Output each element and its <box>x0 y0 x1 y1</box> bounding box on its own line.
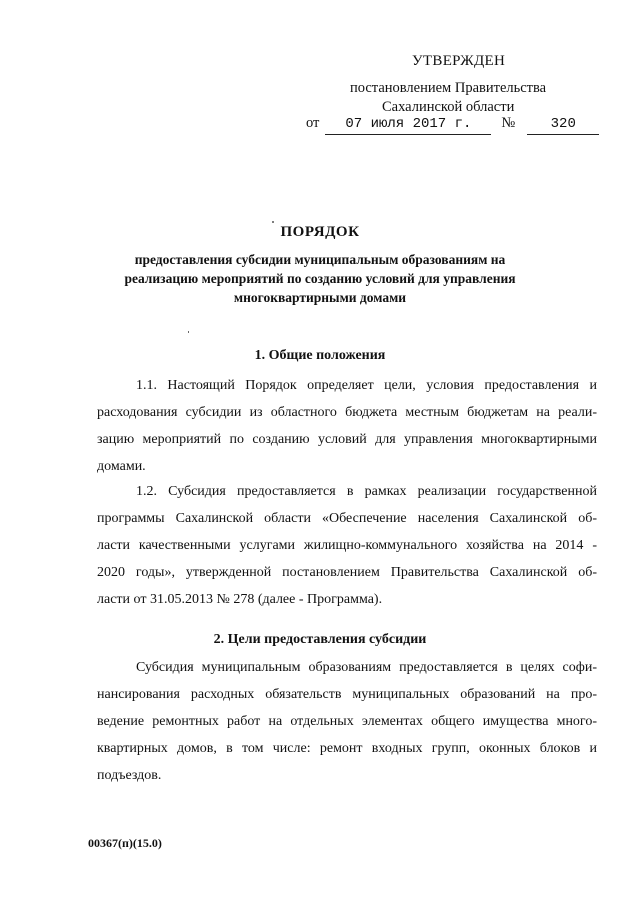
text-line: зацию мероприятий по созданию условий для управления многоквартирными <box>97 432 597 447</box>
text-line: расходования субсидии из областного бюджета местным бюджетам на реали- <box>97 405 597 420</box>
paragraph-1-2 <box>97 478 597 613</box>
scan-speck <box>188 331 189 333</box>
approval-line-1: постановлением Правительства <box>350 80 547 96</box>
section-2-heading: 2. Цели предоставления субсидии <box>213 632 427 647</box>
text-line: 2020 годы», утвержденной постановлением Правительства Сахалинской об- <box>97 565 597 580</box>
paragraph-2 <box>97 654 597 789</box>
approval-date: 07 июля 2017 г. <box>325 115 491 135</box>
text-line: ласти качественными услугами жилищно-коммунального хозяйства на 2014 - <box>97 538 597 553</box>
text-line: Субсидия муниципальным образованиям предоставляется в целях софи- <box>136 660 597 675</box>
text-line: программы Сахалинской области «Обеспечение населения Сахалинской об- <box>97 511 597 526</box>
document-title: ПОРЯДОК <box>280 224 360 240</box>
section-1-heading: 1. Общие положения <box>254 348 386 363</box>
document-code: 00367(п)(15.0) <box>88 836 162 850</box>
number-label: № <box>501 115 516 131</box>
text-line: квартирных домов, в том числе: ремонт входных групп, оконных блоков и <box>97 741 597 756</box>
approval-date-line <box>306 114 606 135</box>
approval-number: 320 <box>527 115 599 135</box>
text-line: ласти от 31.05.2013 № 278 (далее - Программа). <box>97 592 383 607</box>
approval-stamp: УТВЕРЖДЕН <box>412 53 506 69</box>
text-line: ведение ремонтных работ на отдельных элементах общего имущества много- <box>97 714 597 729</box>
subtitle-line: предоставления субсидии муниципальным образованиям на <box>134 252 506 267</box>
text-line: 1.2. Субсидия предоставляется в рамках реализации государственной <box>136 484 597 499</box>
text-line: 1.1. Настоящий Порядок определяет цели, условия предоставления и <box>136 378 597 393</box>
from-label: от <box>306 115 320 131</box>
text-line: домами. <box>97 459 146 474</box>
paragraph-1-1 <box>97 372 597 480</box>
approval-line-2: Сахалинской области <box>382 99 515 115</box>
scan-speck <box>272 221 274 223</box>
subtitle-line: многоквартирными домами <box>233 290 407 305</box>
subtitle-line: реализацию мероприятий по созданию условий для управления <box>124 271 516 286</box>
text-line: подъездов. <box>97 768 162 783</box>
document-subtitle <box>0 250 640 307</box>
text-line: нансирования расходных обязательств муниципальных образований на про- <box>97 687 597 702</box>
